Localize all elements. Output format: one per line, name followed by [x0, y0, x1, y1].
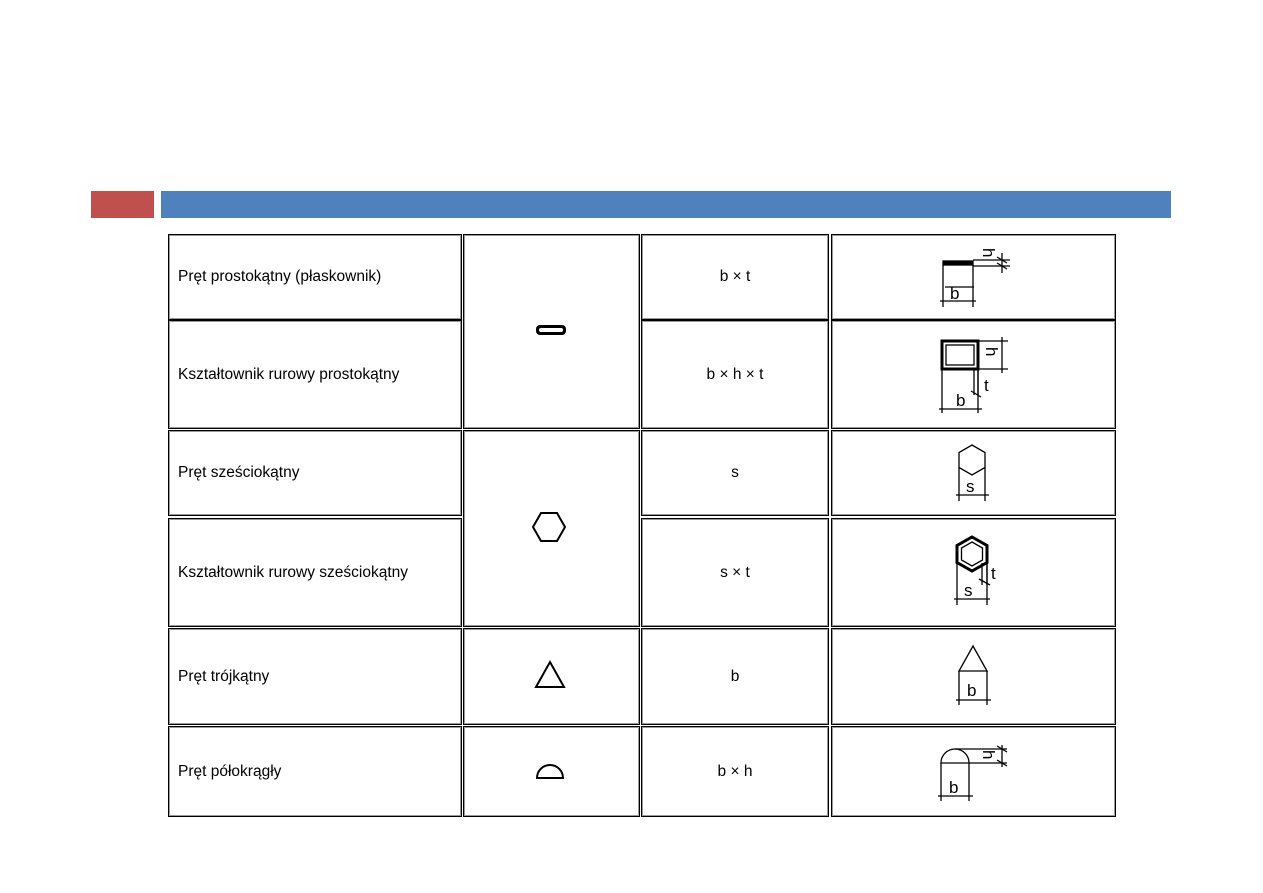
table-row-dimensions: b — [641, 628, 829, 725]
table-row-dimensions: s — [641, 430, 829, 516]
table-row-dimensions: b × h × t — [641, 320, 829, 429]
dimension-label-t: t — [984, 376, 989, 395]
dimension-label-b: b — [949, 778, 959, 797]
flat-bar-drawing — [831, 234, 1116, 320]
dimension-label-b: b — [956, 391, 966, 410]
half-round-symbol-cell — [463, 726, 640, 817]
table-row-dimensions: b × t — [641, 234, 829, 320]
accent-bar-blue — [161, 191, 1171, 218]
table-row-dimensions: s × t — [641, 518, 829, 627]
triangle-symbol-icon — [536, 662, 564, 687]
table-row-name: Pręt sześciokątny — [168, 430, 462, 516]
dimension-label-b: b — [967, 681, 977, 700]
dimension-label-h: h — [979, 750, 998, 760]
table-row-name: Pręt trójkątny — [168, 628, 462, 725]
table-row-dimensions: b × h — [641, 726, 829, 817]
dimension-label-t: t — [991, 564, 996, 583]
table-row-name: Kształtownik rurowy sześciokątny — [168, 518, 462, 627]
hex-tube-drawing — [831, 518, 1116, 627]
half-round-bar-drawing — [831, 726, 1116, 817]
flat-bar-symbol-cell — [463, 234, 640, 429]
table-row-name: Pręt półokrągły — [168, 726, 462, 817]
profiles-table — [168, 234, 1116, 817]
dimension-label-h: h — [982, 347, 1001, 357]
accent-bar-red — [91, 191, 154, 218]
dimension-label-s: s — [966, 477, 975, 496]
hexagon-symbol-icon — [533, 513, 565, 541]
table-row-name: Pręt prostokątny (płaskownik) — [168, 234, 462, 320]
hexagon-bar-drawing — [831, 430, 1116, 516]
half-round-symbol-icon — [537, 765, 563, 778]
dimension-label-h: h — [979, 248, 998, 258]
triangle-bar-drawing — [831, 628, 1116, 725]
dimension-label-b: b — [950, 284, 960, 303]
table-row-name: Kształtownik rurowy prostokątny — [168, 320, 462, 429]
rect-tube-drawing — [831, 320, 1116, 429]
hexagon-symbol-cell — [463, 430, 640, 627]
triangle-symbol-cell — [463, 628, 640, 725]
dimension-label-s: s — [964, 581, 973, 600]
